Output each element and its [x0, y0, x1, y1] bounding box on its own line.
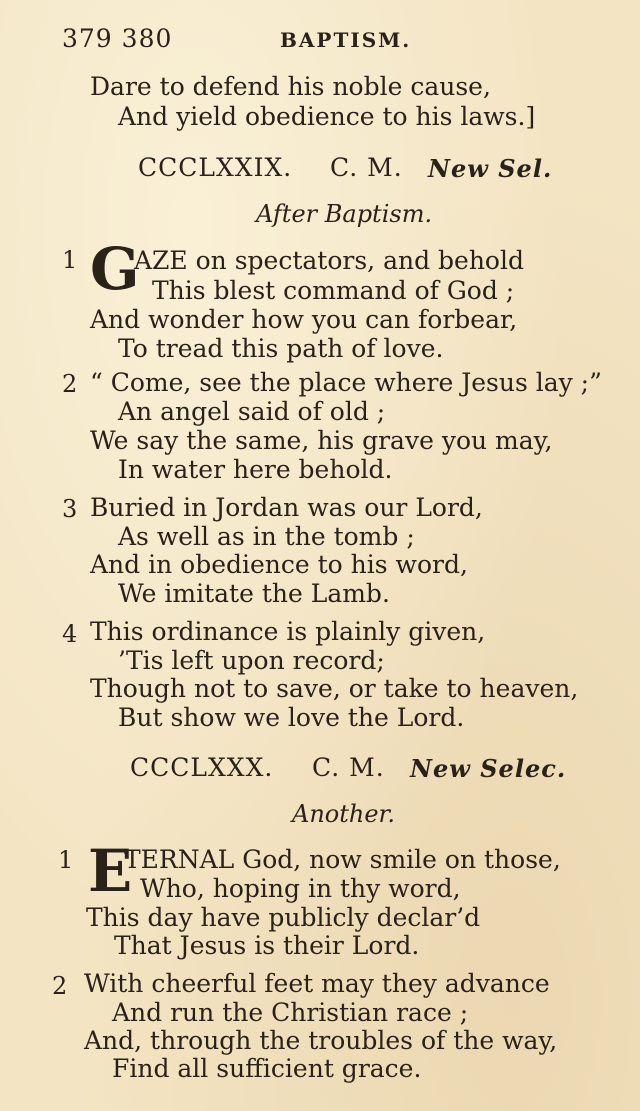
verse-line: This day have publicly declar’d — [86, 903, 481, 932]
verse-line: And run the Christian race ; — [112, 998, 469, 1027]
hymn-title: Another. — [292, 800, 396, 828]
verse-line: To tread this path of love. — [118, 334, 444, 363]
verse-line: ’Tis left upon record; — [118, 646, 385, 675]
verse-line: An angel said of old ; — [118, 397, 386, 426]
verse-line: TERNAL God, now smile on those, — [124, 845, 561, 874]
hymn-title: After Baptism. — [256, 200, 433, 228]
verse-line: And in obedience to his word, — [90, 550, 468, 579]
verse-line: And wonder how you can forbear, — [90, 305, 518, 334]
hymn-tune: New Sel. — [428, 154, 553, 183]
verse-line: Buried in Jordan was our Lord, — [90, 493, 483, 522]
prev-hymn-line-1: Dare to defend his noble cause, — [90, 72, 491, 101]
verse-number: 1 — [62, 246, 78, 274]
hymn-meter: C. M. — [330, 153, 403, 182]
verse-line: Who, hoping in thy word, — [140, 874, 461, 903]
verse-line: AZE on spectators, and behold — [134, 246, 524, 275]
hymn-tune: New Selec. — [410, 754, 567, 783]
hymn-number: CCCLXXX. — [130, 753, 274, 782]
verse-line: “ Come, see the place where Jesus lay ;” — [90, 368, 602, 397]
verse-line: But show we love the Lord. — [118, 703, 465, 732]
verse-line: We say the same, his grave you may, — [90, 426, 553, 455]
verse-line: With cheerful feet may they advance — [84, 969, 550, 998]
hymn-meter: C. M. — [312, 753, 385, 782]
verse-number: 4 — [62, 620, 78, 648]
verse-number: 2 — [62, 370, 78, 398]
verse-line: In water here behold. — [118, 455, 393, 484]
verse-line: As well as in the tomb ; — [118, 522, 415, 551]
verse-line: That Jesus is their Lord. — [114, 931, 420, 960]
verse-line: Though not to save, or take to heaven, — [90, 674, 579, 703]
verse-number: 2 — [52, 972, 68, 1000]
verse-line: This ordinance is plainly given, — [90, 617, 486, 646]
verse-number: 1 — [58, 846, 74, 874]
hymn-number: CCCLXXIX. — [138, 153, 293, 182]
drop-cap: E — [88, 837, 133, 905]
page-numbers: 379 380 — [62, 24, 173, 53]
verse-line: This blest command of God ; — [152, 276, 515, 305]
verse-line: Find all sufficient grace. — [112, 1054, 422, 1083]
running-title: BAPTISM. — [280, 28, 412, 52]
drop-cap: G — [90, 235, 140, 303]
verse-line: And, through the troubles of the way, — [84, 1026, 558, 1055]
prev-hymn-line-2: And yield obedience to his laws.] — [118, 102, 536, 131]
verse-number: 3 — [62, 495, 78, 523]
verse-line: We imitate the Lamb. — [118, 579, 390, 608]
